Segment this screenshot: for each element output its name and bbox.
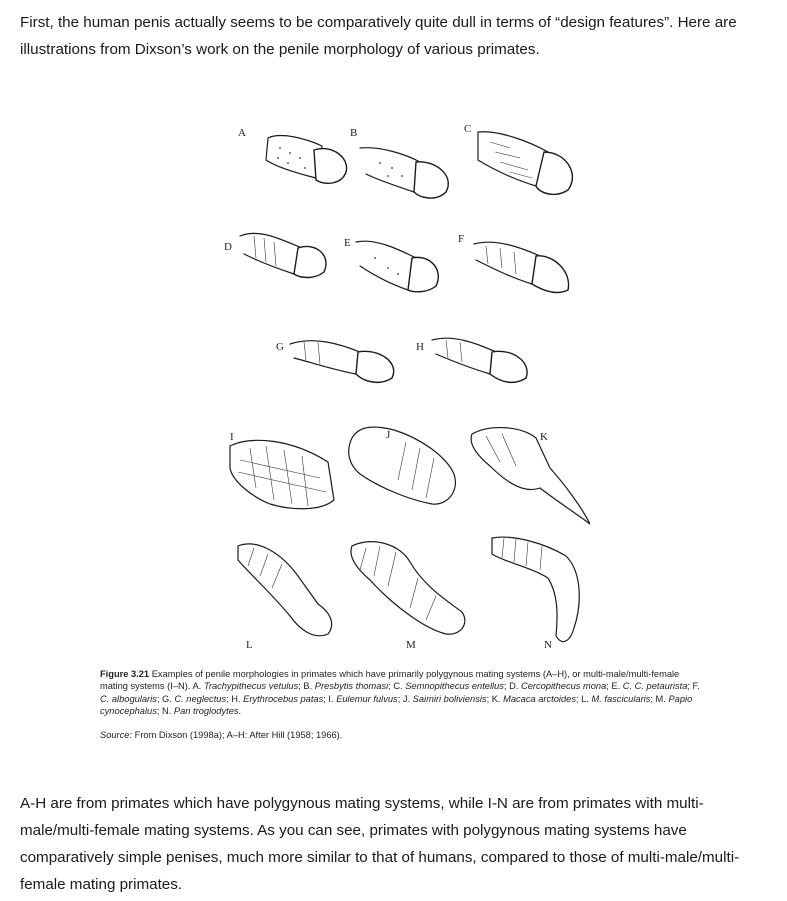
- panel-label-d: D: [224, 241, 232, 253]
- drawing-m: [351, 542, 465, 635]
- panel-label-m: M: [406, 639, 416, 651]
- species-d: Cercopithecus mona: [520, 681, 607, 692]
- species-k: Macaca arctoides: [503, 693, 576, 704]
- species-l: M. fascicularis: [591, 693, 651, 704]
- panel-label-f: F: [458, 233, 465, 245]
- intro-paragraph: First, the human penis actually seems to be comparatively quite dull in terms of “design features”. Here are illustrations from Dixson’s work on the penile morphology of various primates.: [20, 14, 737, 58]
- species-g: C. neglectus: [174, 693, 227, 704]
- drawing-g: [290, 341, 394, 383]
- panel-label-g: G: [276, 341, 284, 353]
- drawing-a: [266, 136, 347, 184]
- species-e: C. C. petaurista: [622, 681, 688, 692]
- drawing-h: [432, 338, 527, 382]
- figure-source: [100, 729, 700, 741]
- panel-label-h: H: [416, 341, 424, 353]
- penile-morphology-illustration: [210, 108, 590, 656]
- drawing-k: [471, 428, 590, 524]
- drawing-i: [230, 440, 334, 508]
- species-b: Presbytis thomasi: [314, 681, 389, 692]
- species-h: Erythrocebus patas: [243, 693, 324, 704]
- drawing-d: [240, 233, 326, 277]
- panel-label-a: A: [238, 127, 246, 139]
- panel-label-i: I: [230, 431, 234, 443]
- drawing-f: [474, 242, 569, 292]
- panel-label-l: L: [246, 639, 253, 651]
- drawing-c: [478, 132, 572, 195]
- caption-label: Figure 3.21: [100, 669, 150, 679]
- figure-caption: Figure 3.21 Examples of penile morphologies in primates which have primarily polygynous mating systems (A–H), or multi-male/multi-female mating systems (I–N). A. Trachypithecus vetulus; B. Presbytis thomasi; C. Semnopithecus entellus; D. Cercopithecus mona; E. C. C. petaurista; F. C. albogularis; G. C. neglectus; H. Erythrocebus patas; I. Eulemur fulvus; J. Saimiri boliviensis; K. Macaca arctoides; L. M. fascicularis; M. Papio cynocephalus; N. Pan troglodytes.: [100, 669, 700, 717]
- drawing-m2: [492, 537, 579, 641]
- species-f: C. albogularis: [100, 693, 157, 704]
- species-n: Pan troglodytes: [173, 706, 239, 717]
- panel-label-j: J: [386, 429, 391, 441]
- drawing-l: [238, 544, 332, 636]
- species-m: Papio cynocephalus: [100, 693, 693, 717]
- drawing-e: [356, 241, 438, 292]
- species-a: Trachypithecus vetulus: [203, 681, 299, 692]
- source-text: From Dixson (1998a); A–H: After Hill (1958; 1966).: [134, 730, 343, 740]
- panel-label-c: C: [464, 123, 472, 135]
- drawing-j: [349, 427, 456, 504]
- species-c: Semnopithecus entellus: [405, 681, 504, 692]
- panel-label-e: E: [344, 237, 351, 249]
- caption-intro: Examples of penile morphologies in primates which have primarily polygynous mating systems (A–H), or multi-male/multi-female mating systems (I–N). A.: [100, 669, 680, 692]
- species-i: Eulemur fulvus: [336, 693, 398, 704]
- conclusion-paragraph: A-H are from primates which have polygynous mating systems, while I-N are from primates with multi-male/multi-female mating systems. As you can see, primates with polygynous mating systems have comparatively simple penises, much more similar to that of humans, compared to those of multi-male/multi-female mating primates.: [20, 795, 740, 893]
- panel-label-k: K: [540, 431, 548, 443]
- panel-label-b: B: [350, 127, 358, 139]
- figure: [100, 108, 700, 748]
- species-j: Saimiri boliviensis: [412, 693, 487, 704]
- source-label: Source:: [100, 730, 133, 740]
- panel-label-n: N: [544, 639, 552, 651]
- drawing-b: [360, 148, 448, 198]
